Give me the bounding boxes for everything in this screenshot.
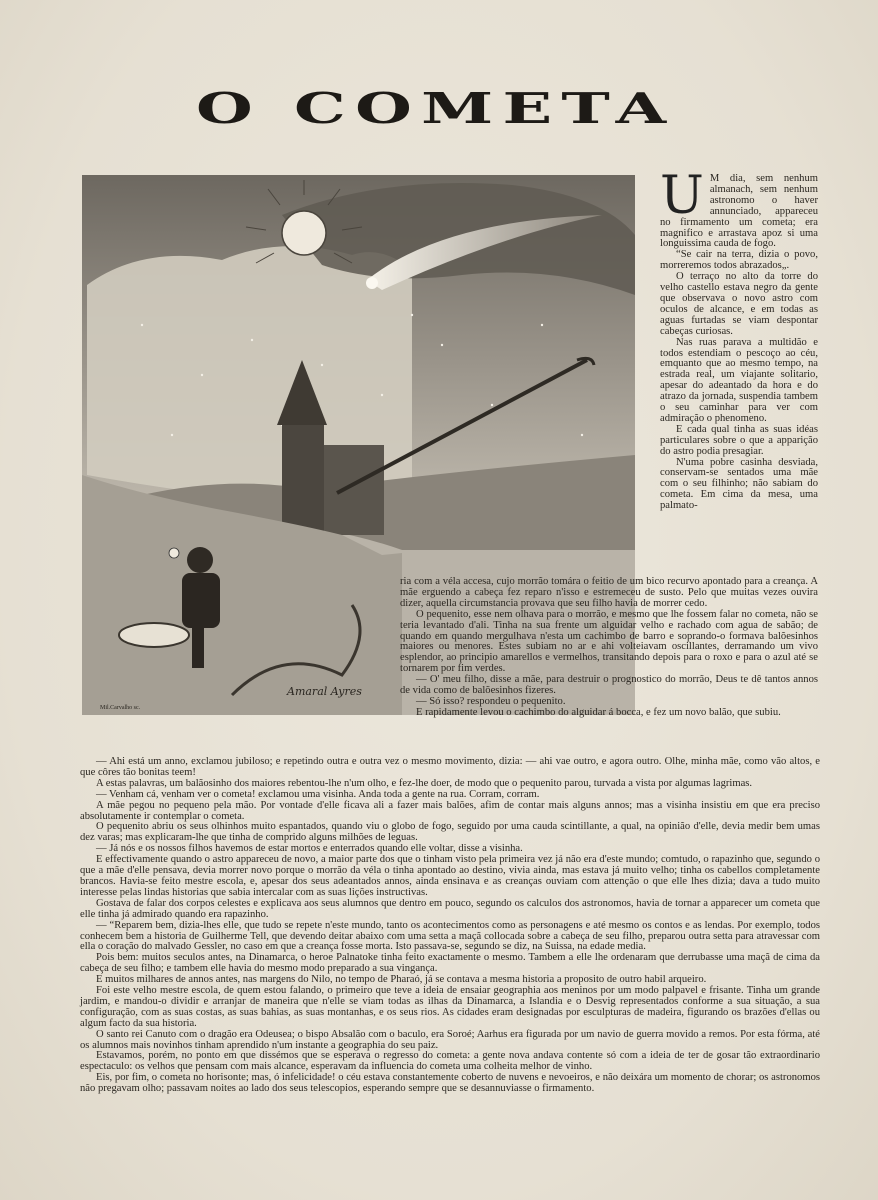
paragraph: — O' meu filho, disse a mãe, para destruir o prognostico do morrão, Deus te dê tantos annos de vida como de balõesinhos fizeres. [400, 674, 818, 697]
paragraph: Estavamos, porém, no ponto em que dissémos que se esperava o regresso do cometa: a gente nova andava contente só com a ideia de ter de gosar tão extraordinario espectaculo: os velhos que pensam com mais alcance, esperavam da influencia do cometa uma colheita melhor de vinho. [80, 1050, 820, 1073]
paragraph: — Venham cá, venham ver o cometa! exclamou uma visinha. Anda toda a gente na rua. Corram, corram. [96, 788, 540, 800]
paragraph: — Já nós e os nossos filhos havemos de estar mortos e enterrados quando elle voltar, disse a visinha. [96, 843, 523, 855]
engraver-credit: Mil.Carvalho sc. [100, 705, 141, 711]
paragraph: A mãe pegou no pequeno pela mão. Por vontade d'elle ficava ali a fazer mais balões, afim de contar mais alguns annos; mas a visinha insistiu em que era preciso absolutamente ir contemplar o cometa. [80, 799, 820, 822]
paragraph: Foi este velho mestre escola, de quem estou falando, o primeiro que teve a ideia de ensaiar geographia aos meninos por um modo palpavel e frisante. Tinha um grande jardim, e mandou-o dividir e arranjar de maneira que n'elle se viam todas as ilhas da Dinamarca, a Islandia e o Desvig representados conforme a sua situação, a sua configuração, com as suas costas, as suas bahias, as suas montanhas, e os seus rios. As cidades eram designadas por esculpturas de madeira, figurando os brazões d'ellas ou algum facto da sua historia. [80, 985, 820, 1029]
paragraph: ria com a véla accesa, cujo morrão tomára o feitio de um bico recurvo apontado para a creança. A mãe erguendo a cabeça fez reparo n'isso e estremeceu de susto. Pelo que muitas vezes ouvira dizer, aquella circumstancia provava que seu filho havia de morrer cedo. [400, 576, 818, 609]
paragraph: “Se cair na terra, dizia o povo, morreremos todos abrazados„. [660, 249, 818, 272]
paragraph: Gostava de falar dos corpos celestes e explicava aos seus alumnos que dentro em pouco, segundo os calculos dos astronomos, havia de tornar a apparecer um cometa que elle tinha já admirado quando era rapazinho. [80, 897, 820, 920]
middle-column [400, 577, 818, 719]
paragraph: U M dia, sem nenhum almanach, sem nenhum astronomo o haver annunciado, appareceu no firmamento um cometa; era magnifico e arrastava apoz si uma longuissima cauda de fogo. [660, 166, 818, 250]
paragraph: O santo rei Canuto com o dragão era Odeusea; o bispo Absalão com o baculo, era Soroé; Aarhus era figurada por um navio de guerra movido a remos. Por esta fórma, até os alumnos mais novinhos tinham aprendido n'um instante a geographia do seu paiz. [80, 1028, 820, 1051]
artist-signature: Amaral Ayres [287, 685, 362, 698]
paragraph: Eis, por fim, o cometa no horisonte; mas, ó infelicidade! o céu estava constantemente coberto de nuvens e nevoeiros, e não deixára um momento de chorar; os astronomos não pregavam olho; passavam noites ao lado dos seus telescopios, esperando sempre que se desannuviasse o firmamento. [80, 1072, 820, 1095]
dropcap: U [660, 166, 704, 226]
paragraph: E muitos milhares de annos antes, nas margens do Nilo, no tempo de Pharaó, já se contava a mesma historia a proposito de outro habil arqueiro. [96, 974, 707, 986]
full-width-column [80, 757, 820, 1095]
paragraph: E cada qual tinha as suas idéas particulares sobre o que a apparição do astro podia presagiar. [660, 423, 818, 457]
paragraph: E rapidamente levou o cachimbo do alguidar á bocca, e fez um novo balão, que subiu. [416, 706, 781, 718]
paragraph: N'uma pobre casinha desviada, conservam-se sentados uma mãe com o seu filhinho; não sabiam do cometa. Em cima da mesa, uma palmato- [660, 456, 818, 512]
paragraph: — Só isso? respondeu o pequenito. [416, 695, 566, 707]
paragraph: A estas palavras, um balãosinho dos maiores rebentou-lhe n'um olho, e fez-lhe doer, de modo que o pequenito parou, turvada a vista por algumas lagrimas. [96, 777, 753, 789]
paragraph: O pequenito, esse nem olhava para o morrão, e mesmo que lhe fossem falar no cometa, não se teria levantado d'ali. Tinha na sua frente um alguidar velho e rachado com agua de sabão; de quando em quando mergulhava n'esta um cachimbo de barro e soprando-o formava balõesinhos maiores ou menores. Estes subiam no ar e ahi volteiavam oscillantes, derramando um vivo esplendor, ao principio amarellos e vermelhos, transitando depois para o roxo e para o azul até se tornarem por fim verdes. [400, 608, 818, 675]
paragraph: O terraço no alto da torre do velho castello estava negro da gente que observava o novo astro com oculos de alcance, e em todas as aguas furtadas se viam despontar cabeças curiosas. [660, 271, 818, 337]
paragraph: Nas ruas parava a multidão e todos estendiam o pescoço ao céu, emquanto que ao mesmo tempo, na estrada real, um viajante solitario, apesar do adeantado da hora e do atrazo da jornada, suspendia tambem o seu caminhar para ver com admiração o phenomeno. [660, 336, 818, 424]
paragraph: — Ahi está um anno, exclamou jubiloso; e repetindo outra e outra vez o mesmo movimento, dizia: — ahi vae outro, e agora outro. Olhe, minha mãe, como vão altos, e que côres tão bonitas teem! [80, 756, 820, 778]
paragraph: Pois bem: muitos seculos antes, na Dinamarca, o heroe Palnatoke tinha feito exactamente o mesmo. Tambem a elle lhe ordenaram que derrubasse uma maçã de cima da cabeça de seu filho; e tambem elle havia do mesmo modo preparado a sua vingança. [80, 952, 820, 975]
page-title: O COMETA [196, 84, 676, 133]
right-column [660, 166, 818, 512]
paragraph: E effectivamente quando o astro appareceu de novo, a maior parte dos que o tinham visto pela primeira vez já não era d'este mundo; comtudo, o rapazinho que, segundo o que a mãe d'elle pensava, devia morrer novo porque o morrão da véla o tinha apontado ao destino, vivia ainda, mas estava já muito velho; tinha os cabellos completamente brancos. Havia-se feito mestre escola, e, apesar dos seus adeantados annos, ainda ensinava e as creanças ouviam com attenção o que elle lhes dizia; dava a tudo muito interesse pelas lindas historias que sabia intercalar com as suas lições instructivas. [80, 854, 820, 898]
paragraph: O pequenito abriu os seus olhinhos muito espantados, quando viu o globo de fogo, seguido por uma cauda scintillante, a qual, na opinião d'elle, devia medir bem umas dez varas; mas explicaram-lhe que tinha de comprido alguns milhões de leguas. [80, 821, 820, 844]
paragraph: — “Reparem bem, dizia-lhes elle, que tudo se repete n'este mundo, tanto os acontecimentos como as personagens e até mesmo os contos e as lendas. Por exemplo, todos conhecem bem a historia de Guilherme Tell, que devendo deitar abaixo com uma setta a maçã collocada sobre a cabeça de seu filho, preparou outra setta para atravessar com ella o coração do malvado Gessler, no caso em que a creança fosse morta. Isto passava-se, segundo se diz, na Suissa, na edade media. [80, 919, 820, 953]
